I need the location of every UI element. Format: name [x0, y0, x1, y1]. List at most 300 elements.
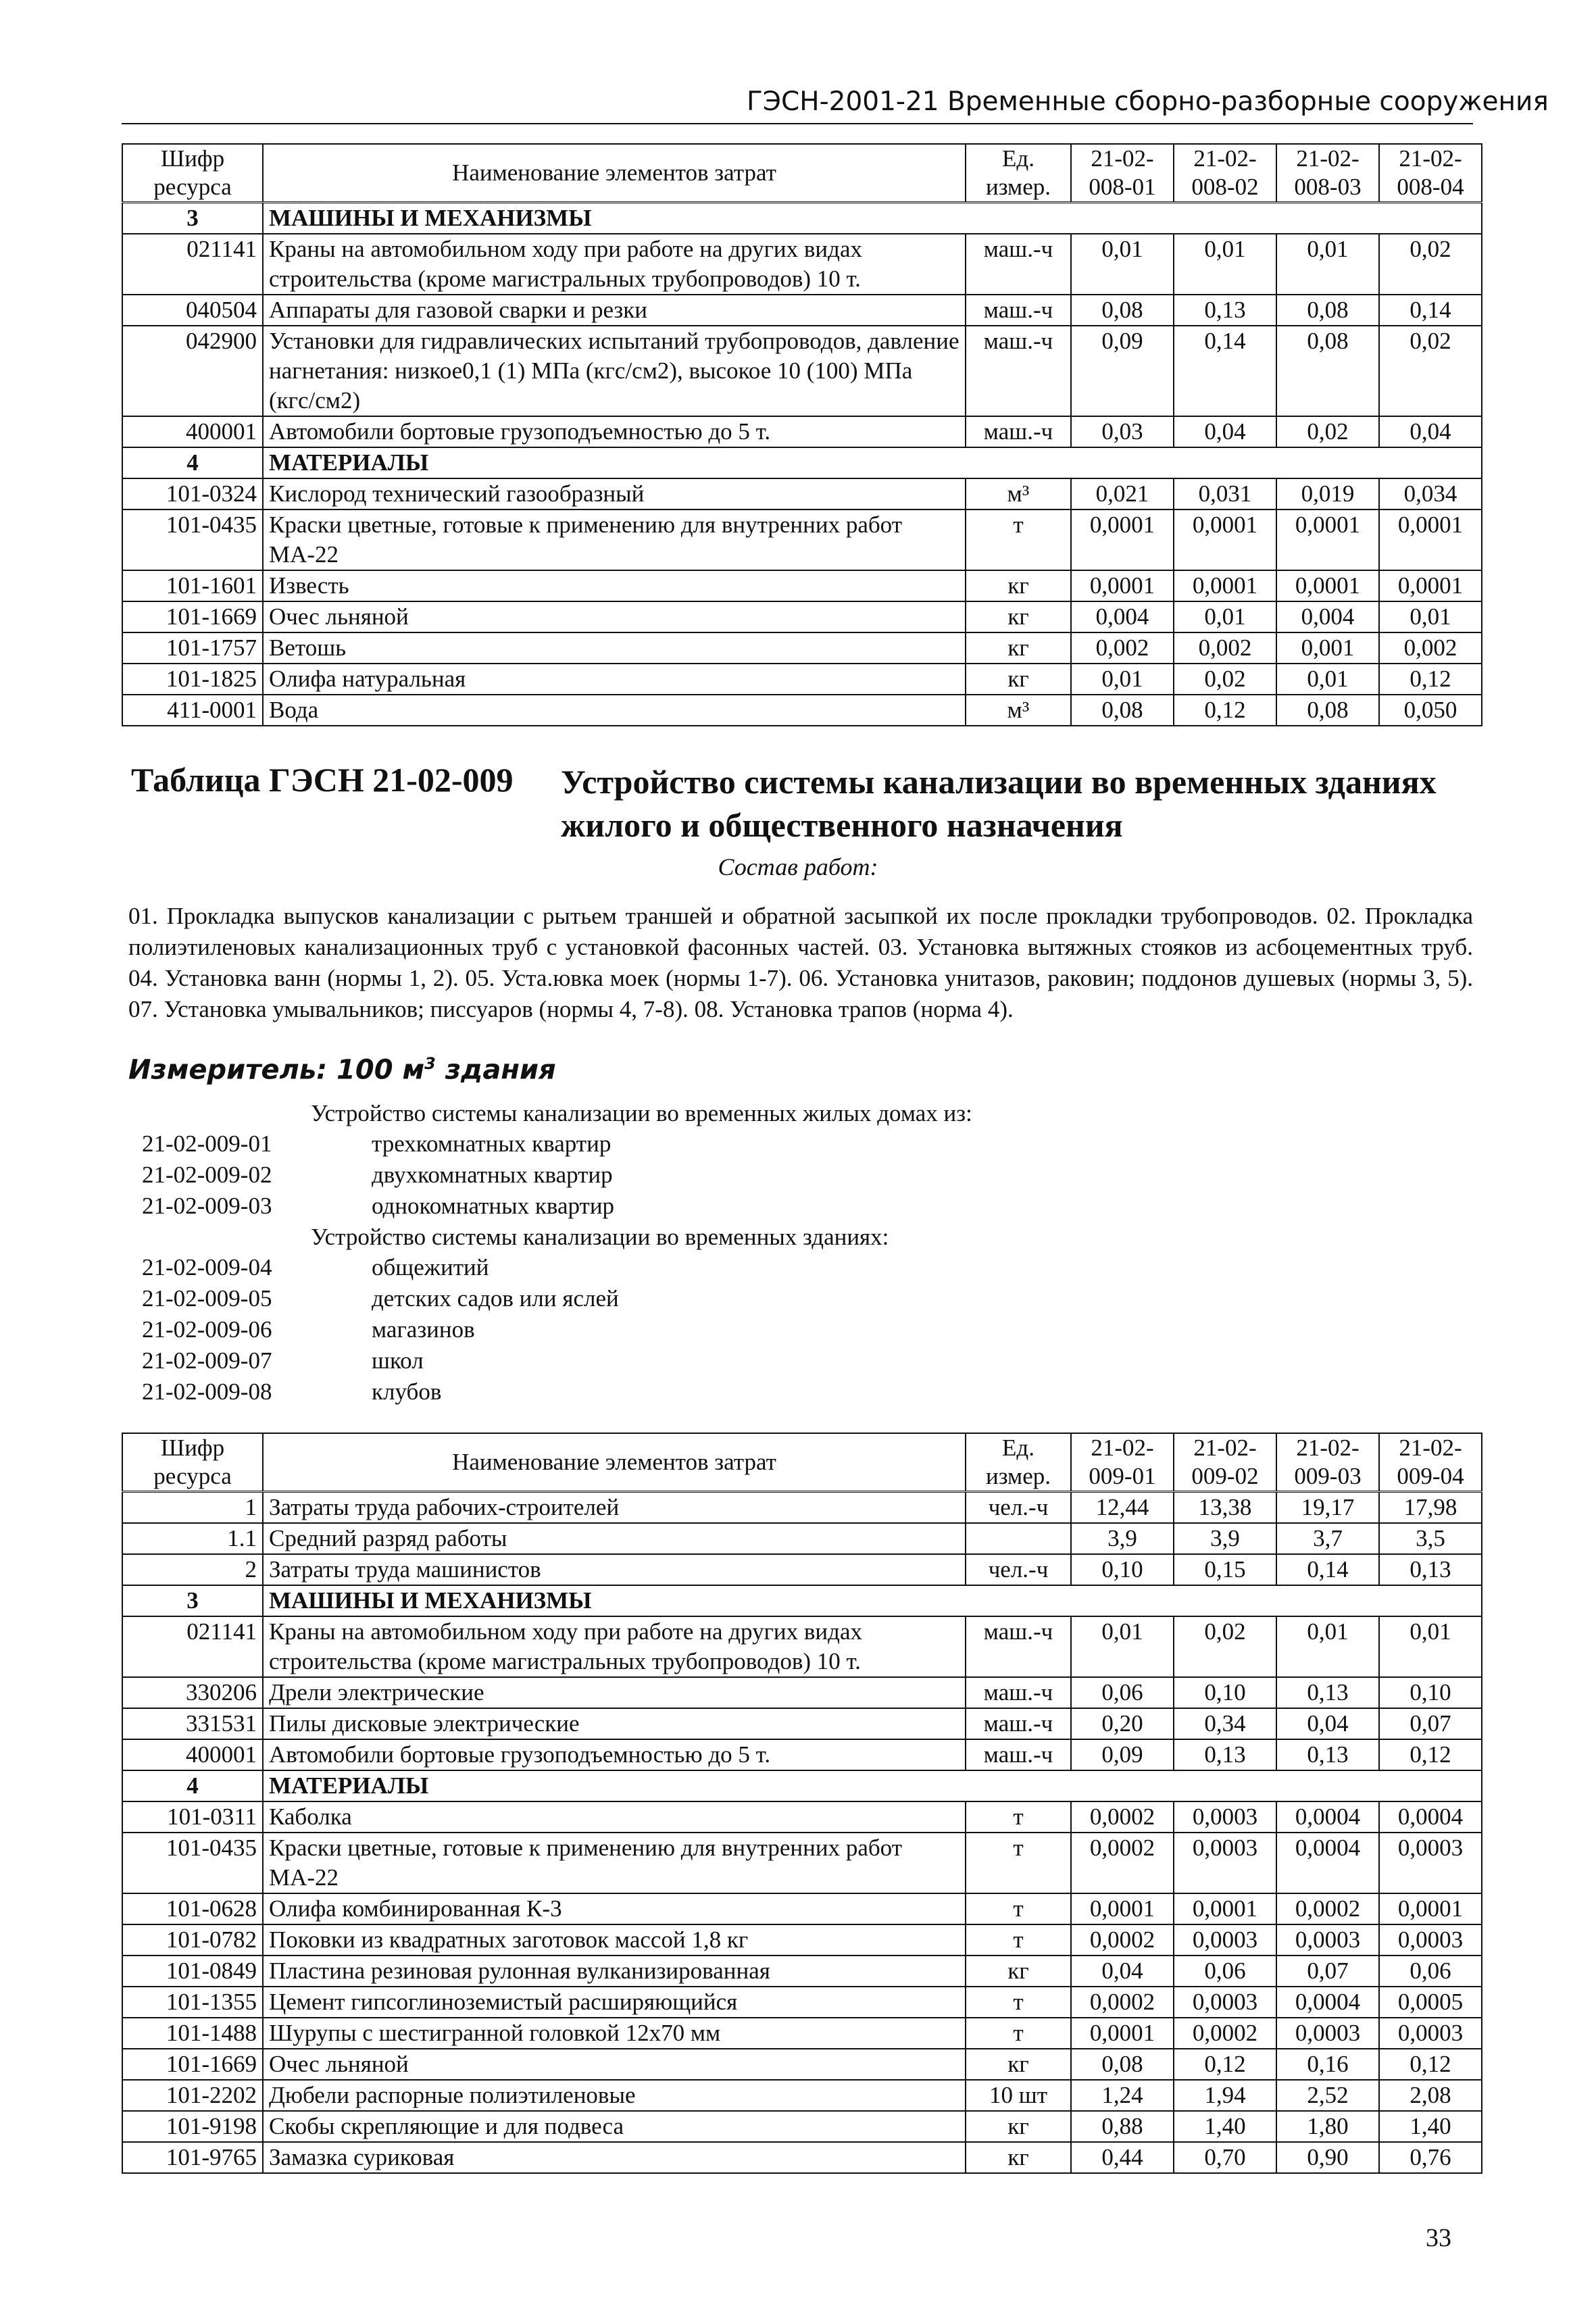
value-col-3: 0,0004	[1276, 1987, 1379, 2018]
resource-code: 101-9198	[122, 2111, 263, 2142]
resource-unit: маш.-ч	[966, 1677, 1071, 1708]
value-col-2: 0,12	[1174, 2049, 1276, 2080]
header-col-3: 21-02-008-03	[1276, 144, 1379, 203]
value-col-3: 0,01	[1276, 1616, 1379, 1677]
header-name: Наименование элементов затрат	[263, 144, 966, 203]
value-col-1: 0,0002	[1071, 1987, 1174, 2018]
value-col-1: 0,10	[1071, 1554, 1174, 1585]
value-col-4: 0,0001	[1379, 570, 1482, 601]
resource-code: 101-0435	[122, 509, 263, 570]
resource-table-008-body	[122, 144, 1482, 726]
value-col-3: 3,7	[1276, 1523, 1379, 1554]
resource-name: Олифа натуральная	[263, 664, 966, 695]
table-row	[122, 632, 1482, 664]
resource-code: 101-0435	[122, 1833, 263, 1893]
resource-name: Олифа комбинированная К-3	[263, 1893, 966, 1924]
value-col-2: 1,94	[1174, 2080, 1276, 2111]
resource-name: Замазка суриковая	[263, 2142, 966, 2173]
value-col-2: 0,12	[1174, 695, 1276, 726]
value-col-2: 3,9	[1174, 1523, 1276, 1554]
value-col-4: 2,08	[1379, 2080, 1482, 2111]
value-col-2: 0,10	[1174, 1677, 1276, 1708]
variant-text: общежитий	[372, 1254, 489, 1280]
resource-name: Средний разряд работы	[263, 1523, 966, 1554]
resource-code: 040504	[122, 295, 263, 326]
value-col-4: 0,0001	[1379, 509, 1482, 570]
value-col-2: 0,04	[1174, 416, 1276, 447]
resource-name: Дюбели распорные полиэтиленовые	[263, 2080, 966, 2111]
value-col-3: 0,004	[1276, 601, 1379, 632]
value-col-1: 0,01	[1071, 664, 1174, 695]
table-row	[122, 478, 1482, 509]
resource-name: Затраты труда рабочих-строителей	[263, 1492, 966, 1524]
resource-code: 101-0849	[122, 1956, 263, 1987]
resource-name: Очес льняной	[263, 601, 966, 632]
header-col-4: 21-02-008-04	[1379, 144, 1482, 203]
table-row	[122, 1554, 1482, 1585]
section-code: 3	[122, 1585, 263, 1616]
resource-code: 400001	[122, 416, 263, 447]
header-col-3: 21-02-009-03	[1276, 1433, 1379, 1492]
value-col-4: 0,14	[1379, 295, 1482, 326]
value-col-2: 0,02	[1174, 664, 1276, 695]
resource-unit: 10 шт	[966, 2080, 1071, 2111]
section-code: 4	[122, 447, 263, 478]
value-col-1: 0,0002	[1071, 1833, 1174, 1893]
value-col-1: 0,09	[1071, 1739, 1174, 1770]
value-col-1: 0,88	[1071, 2111, 1174, 2142]
value-col-4: 0,10	[1379, 1677, 1482, 1708]
value-col-3: 0,0002	[1276, 1893, 1379, 1924]
variant-heading: Устройство системы канализации во временных зданиях:	[311, 1224, 889, 1250]
value-col-4: 1,40	[1379, 2111, 1482, 2142]
table-row	[122, 1616, 1482, 1677]
resource-unit: т	[966, 1987, 1071, 2018]
value-col-1: 0,09	[1071, 326, 1174, 416]
header-col-2: 21-02-008-02	[1174, 144, 1276, 203]
resource-unit: маш.-ч	[966, 326, 1071, 416]
resource-unit: кг	[966, 632, 1071, 664]
variant-heading: Устройство системы канализации во временных жилых домах из:	[311, 1100, 972, 1126]
resource-name: Пилы дисковые электрические	[263, 1708, 966, 1739]
resource-unit: м³	[966, 478, 1071, 509]
resource-code: 400001	[122, 1739, 263, 1770]
value-col-4: 0,01	[1379, 1616, 1482, 1677]
resource-unit: т	[966, 2018, 1071, 2049]
table-title: Таблица ГЭСН 21-02-009	[131, 761, 514, 799]
header-col-2: 21-02-009-02	[1174, 1433, 1276, 1492]
meter-label: Измеритель: 100 м	[128, 1054, 425, 1086]
value-col-1: 0,0001	[1071, 1893, 1174, 1924]
value-col-2: 0,70	[1174, 2142, 1276, 2173]
resource-name: Известь	[263, 570, 966, 601]
value-col-3: 0,07	[1276, 1956, 1379, 1987]
value-col-2: 0,0003	[1174, 1924, 1276, 1956]
table-row	[122, 416, 1482, 447]
variant-code: 21-02-009-01	[142, 1130, 272, 1157]
resource-table-008	[122, 143, 1482, 726]
value-col-1: 0,002	[1071, 632, 1174, 664]
variant-text: однокомнатных квартир	[372, 1193, 615, 1219]
resource-code: 101-1669	[122, 2049, 263, 2080]
value-col-4: 0,06	[1379, 1956, 1482, 1987]
resource-name: Аппараты для газовой сварки и резки	[263, 295, 966, 326]
table-row	[122, 1708, 1482, 1739]
table-row	[122, 1987, 1482, 2018]
header-unit: Ед. измер.	[966, 1433, 1071, 1492]
meter-line	[128, 1054, 556, 1085]
table-row	[122, 2018, 1482, 2049]
value-col-3: 0,01	[1276, 234, 1379, 295]
variant-group	[128, 1098, 1473, 1222]
resource-table-009-body	[122, 1433, 1482, 2173]
resource-unit: м³	[966, 695, 1071, 726]
resource-code: 101-1355	[122, 1987, 263, 2018]
table-row	[122, 234, 1482, 295]
resource-table-009	[122, 1433, 1482, 2174]
variant-item	[128, 1345, 1473, 1376]
variant-code: 21-02-009-03	[142, 1193, 272, 1219]
section-name: МАТЕРИАЛЫ	[263, 1770, 1482, 1801]
table-row	[122, 1801, 1482, 1833]
resource-code: 2	[122, 1554, 263, 1585]
resource-name: Каболка	[263, 1801, 966, 1833]
value-col-4: 0,0005	[1379, 1987, 1482, 2018]
variant-code: 21-02-009-08	[142, 1378, 272, 1405]
section-row	[122, 203, 1482, 234]
value-col-3: 0,08	[1276, 695, 1379, 726]
variant-item	[128, 1128, 1473, 1160]
table-row	[122, 295, 1482, 326]
value-col-4: 0,050	[1379, 695, 1482, 726]
table-title-description: Устройство системы канализации во временных зданиях жилого и общественного назначения	[561, 763, 1437, 844]
value-col-4: 0,12	[1379, 2049, 1482, 2080]
value-col-1: 0,08	[1071, 2049, 1174, 2080]
resource-name: Очес льняной	[263, 2049, 966, 2080]
value-col-2: 0,0001	[1174, 509, 1276, 570]
variant-item	[128, 1252, 1473, 1283]
value-col-1: 0,0002	[1071, 1801, 1174, 1833]
value-col-2: 0,0001	[1174, 1893, 1276, 1924]
table-row	[122, 695, 1482, 726]
resource-code: 101-0782	[122, 1924, 263, 1956]
value-col-3: 0,0001	[1276, 570, 1379, 601]
value-col-2: 0,031	[1174, 478, 1276, 509]
header-col-4: 21-02-009-04	[1379, 1433, 1482, 1492]
value-col-1: 0,0001	[1071, 570, 1174, 601]
resource-name: Краски цветные, готовые к применению для внутренних работ МА-22	[263, 509, 966, 570]
value-col-4: 0,76	[1379, 2142, 1482, 2173]
value-col-1: 0,0002	[1071, 1924, 1174, 1956]
value-col-2: 0,002	[1174, 632, 1276, 664]
value-col-1: 3,9	[1071, 1523, 1174, 1554]
variant-code: 21-02-009-06	[142, 1316, 272, 1343]
resource-name: Краски цветные, готовые к применению для внутренних работ МА-22	[263, 1833, 966, 1893]
value-col-4: 0,12	[1379, 664, 1482, 695]
resource-unit: маш.-ч	[966, 416, 1071, 447]
variant-text: двухкомнатных квартир	[372, 1162, 613, 1188]
value-col-2: 0,34	[1174, 1708, 1276, 1739]
value-col-1: 0,03	[1071, 416, 1174, 447]
value-col-3: 1,80	[1276, 2111, 1379, 2142]
variant-text: клубов	[372, 1378, 442, 1405]
value-col-3: 0,01	[1276, 664, 1379, 695]
value-col-1: 0,01	[1071, 1616, 1174, 1677]
header-rule	[122, 123, 1473, 124]
variant-code: 21-02-009-05	[142, 1285, 272, 1312]
value-col-1: 0,20	[1071, 1708, 1174, 1739]
header-name: Наименование элементов затрат	[263, 1433, 966, 1492]
header-code: Шифр ресурса	[122, 144, 263, 203]
value-col-1: 0,004	[1071, 601, 1174, 632]
value-col-4: 0,13	[1379, 1554, 1482, 1585]
value-col-4: 0,12	[1379, 1739, 1482, 1770]
meter-sup: 3	[424, 1054, 436, 1073]
resource-unit: т	[966, 509, 1071, 570]
resource-code: 411-0001	[122, 695, 263, 726]
resource-unit: чел.-ч	[966, 1554, 1071, 1585]
table-row	[122, 2142, 1482, 2173]
resource-code: 101-1825	[122, 664, 263, 695]
resource-unit: т	[966, 1924, 1071, 1956]
table-row	[122, 509, 1482, 570]
value-col-1: 0,08	[1071, 295, 1174, 326]
variant-text: трехкомнатных квартир	[372, 1130, 612, 1157]
value-col-2: 0,14	[1174, 326, 1276, 416]
section-name: МАШИНЫ И МЕХАНИЗМЫ	[263, 203, 1482, 234]
value-col-1: 0,0001	[1071, 2018, 1174, 2049]
resource-unit: маш.-ч	[966, 234, 1071, 295]
value-col-4: 0,04	[1379, 416, 1482, 447]
value-col-2: 0,0003	[1174, 1833, 1276, 1893]
value-col-3: 0,08	[1276, 326, 1379, 416]
resource-unit: кг	[966, 2142, 1071, 2173]
variant-code: 21-02-009-02	[142, 1162, 272, 1188]
value-col-1: 0,021	[1071, 478, 1174, 509]
section-row	[122, 1770, 1482, 1801]
resource-name: Вода	[263, 695, 966, 726]
resource-code: 1.1	[122, 1523, 263, 1554]
value-col-1: 0,08	[1071, 695, 1174, 726]
table-row	[122, 664, 1482, 695]
table-row	[122, 1956, 1482, 1987]
value-col-3: 0,0001	[1276, 509, 1379, 570]
resource-unit: кг	[966, 664, 1071, 695]
resource-name: Краны на автомобильном ходу при работе на других видах строительства (кроме магистральных трубопроводов) 10 т.	[263, 234, 966, 295]
value-col-2: 0,15	[1174, 1554, 1276, 1585]
value-col-2: 0,0001	[1174, 570, 1276, 601]
value-col-1: 12,44	[1071, 1492, 1174, 1524]
value-col-2: 0,01	[1174, 601, 1276, 632]
resource-code: 330206	[122, 1677, 263, 1708]
header-col-1: 21-02-008-01	[1071, 144, 1174, 203]
value-col-3: 0,16	[1276, 2049, 1379, 2080]
resource-code: 101-1757	[122, 632, 263, 664]
table-row	[122, 326, 1482, 416]
section-row	[122, 447, 1482, 478]
variant-item	[128, 1314, 1473, 1345]
value-col-3: 19,17	[1276, 1492, 1379, 1524]
section-name: МАШИНЫ И МЕХАНИЗМЫ	[263, 1585, 1482, 1616]
resource-code: 021141	[122, 1616, 263, 1677]
value-col-3: 0,0004	[1276, 1833, 1379, 1893]
value-col-3: 2,52	[1276, 2080, 1379, 2111]
resource-unit: кг	[966, 1956, 1071, 1987]
variant-item	[128, 1160, 1473, 1191]
section-code: 3	[122, 203, 263, 234]
resource-name: Затраты труда машинистов	[263, 1554, 966, 1585]
page-number: 33	[1426, 2224, 1451, 2252]
table-row	[122, 1739, 1482, 1770]
resource-unit: маш.-ч	[966, 1708, 1071, 1739]
table-row	[122, 1893, 1482, 1924]
table-row	[122, 1924, 1482, 1956]
table-header-row	[122, 144, 1482, 203]
value-col-1: 0,04	[1071, 1956, 1174, 1987]
resource-code: 101-0311	[122, 1801, 263, 1833]
value-col-3: 0,0004	[1276, 1801, 1379, 1833]
value-col-1: 1,24	[1071, 2080, 1174, 2111]
resource-code: 101-9765	[122, 2142, 263, 2173]
value-col-3: 0,04	[1276, 1708, 1379, 1739]
resource-unit: кг	[966, 601, 1071, 632]
value-col-3: 0,13	[1276, 1677, 1379, 1708]
value-col-4: 0,0004	[1379, 1801, 1482, 1833]
value-col-3: 0,08	[1276, 295, 1379, 326]
header-code: Шифр ресурса	[122, 1433, 263, 1492]
resource-name: Краны на автомобильном ходу при работе на других видах строительства (кроме магистральных трубопроводов) 10 т.	[263, 1616, 966, 1677]
table-row	[122, 2111, 1482, 2142]
value-col-2: 0,13	[1174, 1739, 1276, 1770]
resource-name: Дрели электрические	[263, 1677, 966, 1708]
value-col-4: 0,02	[1379, 326, 1482, 416]
value-col-3: 0,0003	[1276, 1924, 1379, 1956]
resource-unit: т	[966, 1801, 1071, 1833]
value-col-1: 0,0001	[1071, 509, 1174, 570]
value-col-1: 0,01	[1071, 234, 1174, 295]
value-col-1: 0,06	[1071, 1677, 1174, 1708]
value-col-4: 0,034	[1379, 478, 1482, 509]
variant-list	[128, 1098, 1473, 1408]
table-row	[122, 1833, 1482, 1893]
header-col-1: 21-02-009-01	[1071, 1433, 1174, 1492]
resource-name: Автомобили бортовые грузоподъемностью до 5 т.	[263, 1739, 966, 1770]
composition-text: 01. Прокладка выпусков канализации с рытьем траншей и обратной засыпкой их после прокладки трубопроводов. 02. Прокладка полиэтиленовых канализационных труб с установкой фасонных частей. 03. Установка вытяжных стояков из асбоцементных труб. 04. Установка ванн (нормы 1, 2). 05. Уста.ювка моек (нормы 1-7). 06. Установка унитазов, раковин; поддонов душевых (нормы 3, 5). 07. Установка умывальников; писсуаров (нормы 4, 7-8). 08. Установка трапов (норма 4).	[128, 903, 1473, 1022]
resource-unit	[966, 1523, 1071, 1554]
value-col-2: 0,02	[1174, 1616, 1276, 1677]
resource-unit: кг	[966, 570, 1071, 601]
value-col-2: 0,0003	[1174, 1987, 1276, 2018]
value-col-3: 0,019	[1276, 478, 1379, 509]
section-name: МАТЕРИАЛЫ	[263, 447, 1482, 478]
value-col-4: 0,02	[1379, 234, 1482, 295]
meter-suffix: здания	[435, 1054, 556, 1086]
resource-code: 101-1488	[122, 2018, 263, 2049]
value-col-4: 0,0001	[1379, 1893, 1482, 1924]
value-col-2: 0,0002	[1174, 2018, 1276, 2049]
table-row	[122, 2049, 1482, 2080]
resource-code: 021141	[122, 234, 263, 295]
variant-text: магазинов	[372, 1316, 475, 1343]
resource-name: Ветошь	[263, 632, 966, 664]
resource-name: Пластина резиновая рулонная вулканизированная	[263, 1956, 966, 1987]
resource-name: Автомобили бортовые грузоподъемностью до 5 т.	[263, 416, 966, 447]
composition-label: Состав работ:	[718, 853, 878, 880]
table-row	[122, 601, 1482, 632]
resource-name: Скобы скрепляющие и для подвеса	[263, 2111, 966, 2142]
value-col-4: 0,0003	[1379, 1833, 1482, 1893]
value-col-3: 0,14	[1276, 1554, 1379, 1585]
value-col-4: 17,98	[1379, 1492, 1482, 1524]
table-row	[122, 2080, 1482, 2111]
variant-group	[128, 1222, 1473, 1408]
resource-code: 101-2202	[122, 2080, 263, 2111]
value-col-2: 0,0003	[1174, 1801, 1276, 1833]
value-col-3: 0,13	[1276, 1739, 1379, 1770]
resource-unit: маш.-ч	[966, 295, 1071, 326]
resource-code: 331531	[122, 1708, 263, 1739]
section-row	[122, 1585, 1482, 1616]
resource-unit: т	[966, 1833, 1071, 1893]
variant-item	[128, 1191, 1473, 1222]
resource-unit: кг	[966, 2049, 1071, 2080]
resource-name: Шурупы с шестигранной головкой 12х70 мм	[263, 2018, 966, 2049]
resource-code: 042900	[122, 326, 263, 416]
resource-unit: маш.-ч	[966, 1616, 1071, 1677]
resource-unit: кг	[966, 2111, 1071, 2142]
table-row	[122, 1492, 1482, 1524]
table-header-row	[122, 1433, 1482, 1492]
section-code: 4	[122, 1770, 263, 1801]
value-col-4: 3,5	[1379, 1523, 1482, 1554]
value-col-2: 0,06	[1174, 1956, 1276, 1987]
variant-item	[128, 1376, 1473, 1408]
variant-code: 21-02-009-04	[142, 1254, 272, 1280]
value-col-3: 0,001	[1276, 632, 1379, 664]
resource-code: 101-0324	[122, 478, 263, 509]
table-row	[122, 1523, 1482, 1554]
resource-unit: маш.-ч	[966, 1739, 1071, 1770]
resource-code: 101-0628	[122, 1893, 263, 1924]
value-col-1: 0,44	[1071, 2142, 1174, 2173]
variant-text: школ	[372, 1347, 424, 1374]
resource-unit: т	[966, 1893, 1071, 1924]
value-col-2: 1,40	[1174, 2111, 1276, 2142]
value-col-2: 13,38	[1174, 1492, 1276, 1524]
resource-name: Поковки из квадратных заготовок массой 1,8 кг	[263, 1924, 966, 1956]
resource-code: 101-1601	[122, 570, 263, 601]
value-col-3: 0,02	[1276, 416, 1379, 447]
running-header: ГЭСН-2001-21 Временные сборно-разборные сооружения	[747, 86, 1549, 117]
variant-code: 21-02-009-07	[142, 1347, 272, 1374]
resource-unit: чел.-ч	[966, 1492, 1071, 1524]
value-col-3: 0,0003	[1276, 2018, 1379, 2049]
value-col-3: 0,90	[1276, 2142, 1379, 2173]
resource-name: Установки для гидравлических испытаний трубопроводов, давление нагнетания: низкое0,1 (1) МПа (кгс/см2), высокое 10 (100) МПа (кгс/см2)	[263, 326, 966, 416]
value-col-4: 0,0003	[1379, 2018, 1482, 2049]
variant-text: детских садов или яслей	[372, 1285, 619, 1312]
resource-code: 1	[122, 1492, 263, 1524]
table-row	[122, 1677, 1482, 1708]
resource-code: 101-1669	[122, 601, 263, 632]
resource-name: Кислород технический газообразный	[263, 478, 966, 509]
header-unit: Ед. измер.	[966, 144, 1071, 203]
variant-item	[128, 1283, 1473, 1314]
value-col-2: 0,13	[1174, 295, 1276, 326]
table-row	[122, 570, 1482, 601]
value-col-2: 0,01	[1174, 234, 1276, 295]
value-col-4: 0,07	[1379, 1708, 1482, 1739]
